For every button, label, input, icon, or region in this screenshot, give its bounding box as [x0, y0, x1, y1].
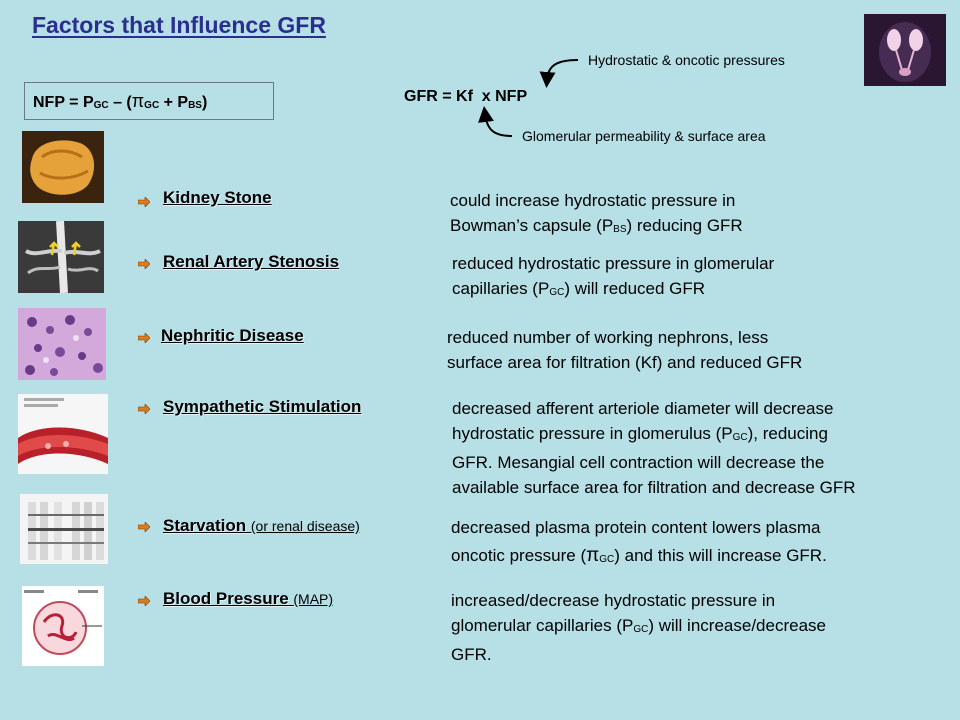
nephritic-histology-image [18, 308, 106, 380]
desc-line: available surface area for filtration and decrease GFR [452, 478, 856, 497]
subscript: BS [613, 224, 627, 235]
subscript: GC [599, 554, 615, 565]
subscript: GC [633, 624, 649, 635]
desc-text: glomerular capillaries (P [451, 616, 634, 635]
desc-line [452, 421, 855, 450]
pi-gc-subscript: GC [144, 100, 160, 111]
factor-desc-starvation [451, 515, 827, 572]
bullet-icon [138, 197, 150, 207]
gfr-equation: GFR = Kf x NFP [404, 88, 528, 105]
factor-desc-kidney-stone [450, 188, 743, 242]
desc-text: ), reducing [747, 424, 828, 443]
desc-line: increased/decrease hydrostatic pressure in [451, 591, 776, 610]
annotation-pressures: Hydrostatic & oncotic pressures [588, 52, 785, 68]
glomerulus-diagram-image [22, 586, 104, 666]
desc-line [451, 613, 826, 642]
desc-text: oncotic pressure ( [451, 546, 587, 565]
protein-gel-image [20, 494, 108, 564]
desc-line: GFR. [451, 645, 492, 664]
desc-line: decreased plasma protein content lowers plasma [451, 518, 821, 537]
factor-term-nephritic-disease: Nephritic Disease [161, 326, 304, 345]
desc-text: hydrostatic pressure in glomerulus (P [452, 424, 733, 443]
term-note: (MAP) [293, 591, 334, 607]
desc-line [452, 276, 774, 305]
desc-text: ) will reduced GFR [564, 279, 706, 298]
factor-term-renal-artery-stenosis: Renal Artery Stenosis [163, 252, 340, 271]
bullet-icon [138, 522, 150, 532]
subscript: GC [549, 287, 565, 298]
nfp-minus: – ( [108, 94, 132, 111]
desc-line [450, 213, 743, 242]
desc-line: decreased afferent arteriole diameter will decrease [452, 399, 834, 418]
subscript: GC [732, 432, 748, 443]
desc-text: ) will increase/decrease [648, 616, 826, 635]
desc-line: reduced hydrostatic pressure in glomerular [452, 254, 775, 273]
term-label: Starvation [163, 516, 247, 535]
p-bs-subscript: BS [188, 100, 202, 111]
desc-line: GFR. Mesangial cell contraction will decrease the [452, 453, 825, 472]
factor-term-starvation [163, 516, 360, 536]
desc-line: surface area for filtration (Kf) and reduced GFR [447, 353, 803, 372]
factor-desc-nephritic-disease [447, 325, 802, 375]
factor-term-kidney-stone: Kidney Stone [163, 188, 272, 207]
bullet-icon [138, 333, 150, 343]
arrow-to-kf [485, 114, 512, 136]
pi-symbol: π [586, 545, 600, 566]
desc-line: reduced number of working nephrons, less [447, 328, 769, 347]
nfp-close: ) [201, 94, 208, 111]
nfp-plus: + P [159, 94, 189, 111]
bullet-icon [138, 259, 150, 269]
renal-artery-angiogram-image [18, 221, 104, 293]
bullet-icon [138, 596, 150, 606]
desc-text: ) reducing GFR [626, 216, 743, 235]
arrow-to-nfp [547, 60, 578, 80]
desc-text: Bowman’s capsule (P [450, 216, 614, 235]
bullet-icon [138, 404, 150, 414]
factor-term-sympathetic-stimulation: Sympathetic Stimulation [163, 397, 362, 416]
desc-line: could increase hydrostatic pressure in [450, 191, 736, 210]
factor-desc-renal-artery-stenosis [452, 251, 774, 305]
desc-line [451, 543, 827, 572]
factor-desc-sympathetic-stimulation [452, 396, 855, 500]
blood-vessel-image [18, 394, 108, 474]
factor-term-blood-pressure [163, 589, 333, 609]
annotation-permeability: Glomerular permeability & surface area [522, 128, 766, 144]
desc-text: ) and this will increase GFR. [614, 546, 827, 565]
term-label: Blood Pressure [163, 589, 289, 608]
page-title: Factors that Influence GFR [32, 12, 326, 38]
kidney-stone-image [22, 131, 104, 203]
desc-text: capillaries (P [452, 279, 550, 298]
factor-desc-blood-pressure [451, 588, 826, 667]
term-note: (or renal disease) [250, 518, 360, 534]
p-gc-subscript: GC [93, 100, 109, 111]
pi-symbol: π [131, 91, 145, 111]
nfp-lhs: NFP = P [33, 94, 94, 111]
